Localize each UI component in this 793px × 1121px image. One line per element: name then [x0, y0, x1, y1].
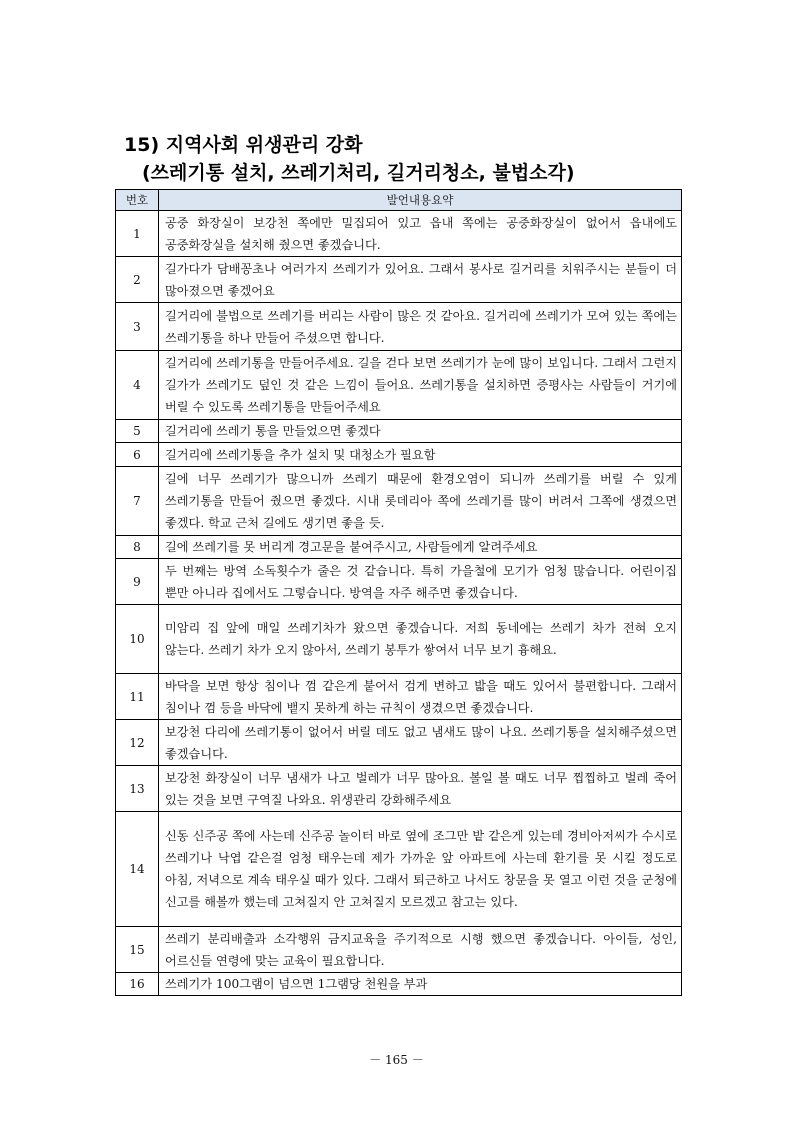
row-number: 1 — [116, 211, 159, 257]
row-number: 16 — [116, 973, 159, 996]
table-row — [116, 211, 682, 257]
header-number: 번호 — [116, 190, 159, 211]
table-row — [116, 420, 682, 443]
row-text: 쓰레기가 100그램이 넘으면 1그램당 천원을 부과 — [159, 973, 682, 996]
table-row — [116, 443, 682, 467]
row-number: 14 — [116, 812, 159, 927]
table-row — [116, 812, 682, 927]
section-title: 15) 지역사회 위생관리 강화 — [124, 134, 363, 156]
row-text: 보강천 다리에 쓰레기통이 없어서 버릴 데도 없고 냄새도 많이 나요. 쓰레기통을 설치해주셨으면 좋겠습니다. — [159, 720, 682, 766]
row-text: 길거리에 쓰레기통을 만들어주세요. 길을 걷다 보면 쓰레기가 눈에 많이 보입니다. 그래서 그런지 길가가 쓰레기도 덮인 것 같은 느낌이 들어요. 쓰레기통을 설치하면 증평사는 사람들이 거기에 버릴 수 있도록 쓰레기통을 만들어주세요 — [159, 351, 682, 420]
row-number: 2 — [116, 257, 159, 303]
row-text: 쓰레기 분리배출과 소각행위 금지교육을 주기적으로 시행 했으면 좋겠습니다. 아이들, 성인, 어르신들 연령에 맞는 교육이 필요합니다. — [159, 927, 682, 973]
row-text: 두 번째는 방역 소독횟수가 줄은 것 같습니다. 특히 가을철에 모기가 엄청 많습니다. 어린이집 뿐만 아니라 집에서도 그렇습니다. 방역을 자주 해주면 좋겠습니다. — [159, 559, 682, 605]
table-row — [116, 927, 682, 973]
table-row — [116, 559, 682, 605]
row-number: 5 — [116, 420, 159, 443]
table-row — [116, 605, 682, 674]
table-row — [116, 720, 682, 766]
row-number: 12 — [116, 720, 159, 766]
row-number: 8 — [116, 536, 159, 559]
comments-summary-table — [115, 189, 682, 996]
table-row — [116, 674, 682, 720]
row-text: 길거리에 불법으로 쓰레기를 버리는 사람이 많은 것 같아요. 길거리에 쓰레기가 모여 있는 쪽에는 쓰레기통을 하나 만들어 주셨으면 합니다. — [159, 303, 682, 351]
table-row — [116, 536, 682, 559]
row-text: 신동 신주공 쪽에 사는데 신주공 놀이터 바로 옆에 조그만 밭 같은게 있는데 경비아저씨가 수시로 쓰레기나 낙엽 같은걸 엄청 태우는데 제가 가까운 앞 아파트에 사는데 환기를 못 시킬 정도로 아침, 저녁으로 계속 태우실 때가 있다. 그래서 퇴근하고 나서도 창문을 못 열고 이런 것을 군청에 신고를 해볼까 했는데 고쳐질지 안 고쳐질지 모르겠고 참고는 있다. — [159, 812, 682, 927]
section-subtitle: (쓰레기통 설치, 쓰레기처리, 길거리청소, 불법소각) — [142, 162, 575, 184]
table-row — [116, 303, 682, 351]
row-number: 9 — [116, 559, 159, 605]
row-number: 4 — [116, 351, 159, 420]
row-text: 바닥을 보면 항상 침이나 껌 같은게 붙어서 검게 변하고 밟을 때도 있어서 불편합니다. 그래서 침이나 껌 등을 바닥에 뱉지 못하게 하는 규칙이 생겼으면 좋겠습니다. — [159, 674, 682, 720]
table-row — [116, 973, 682, 996]
header-content-summary: 발언내용요약 — [159, 190, 682, 211]
row-number: 6 — [116, 443, 159, 467]
table-row — [116, 257, 682, 303]
row-number: 15 — [116, 927, 159, 973]
table-row — [116, 467, 682, 536]
row-text: 보강천 화장실이 너무 냄새가 나고 벌레가 너무 많아요. 볼일 볼 때도 너무 찝찝하고 벌레 죽어 있는 것을 보면 구역질 나와요. 위생관리 강화해주세요 — [159, 766, 682, 812]
row-text: 길에 너무 쓰레기가 많으니까 쓰레기 때문에 환경오염이 되니까 쓰레기를 버릴 수 있게 쓰레기통을 만들어 줬으면 좋겠다. 시내 롯데리아 쪽에 쓰레기를 많이 버려서 그쪽에 생겼으면 좋겠다. 학교 근처 길에도 생기면 좋을 듯. — [159, 467, 682, 536]
row-text: 길거리에 쓰레기통을 추가 설치 및 대청소가 필요함 — [159, 443, 682, 467]
row-text: 공중 화장실이 보강천 쪽에만 밀집되어 있고 읍내 쪽에는 공중화장실이 없어서 읍내에도 공중화장실을 설치해 줬으면 좋겠습니다. — [159, 211, 682, 257]
table-row — [116, 766, 682, 812]
row-number: 3 — [116, 303, 159, 351]
table-row — [116, 351, 682, 420]
row-text: 길거리에 쓰레기 통을 만들었으면 좋겠다 — [159, 420, 682, 443]
row-text: 길에 쓰레기를 못 버리게 경고문을 붙여주시고, 사람들에게 알려주세요 — [159, 536, 682, 559]
row-number: 10 — [116, 605, 159, 674]
row-number: 7 — [116, 467, 159, 536]
row-text: 미암리 집 앞에 매일 쓰레기차가 왔으면 좋겠습니다. 저희 동네에는 쓰레기 차가 전혀 오지 않는다. 쓰레기 차가 오지 않아서, 쓰레기 봉투가 쌓여서 너무 보기 흉해요. — [159, 605, 682, 674]
row-text: 길가다가 담배꽁초나 여러가지 쓰레기가 있어요. 그래서 봉사로 길거리를 치워주시는 분들이 더 많아졌으면 좋겠어요 — [159, 257, 682, 303]
section-heading — [124, 131, 575, 187]
page-number: － 165 － — [369, 1053, 424, 1067]
table-header-row — [116, 190, 682, 211]
row-number: 13 — [116, 766, 159, 812]
row-number: 11 — [116, 674, 159, 720]
